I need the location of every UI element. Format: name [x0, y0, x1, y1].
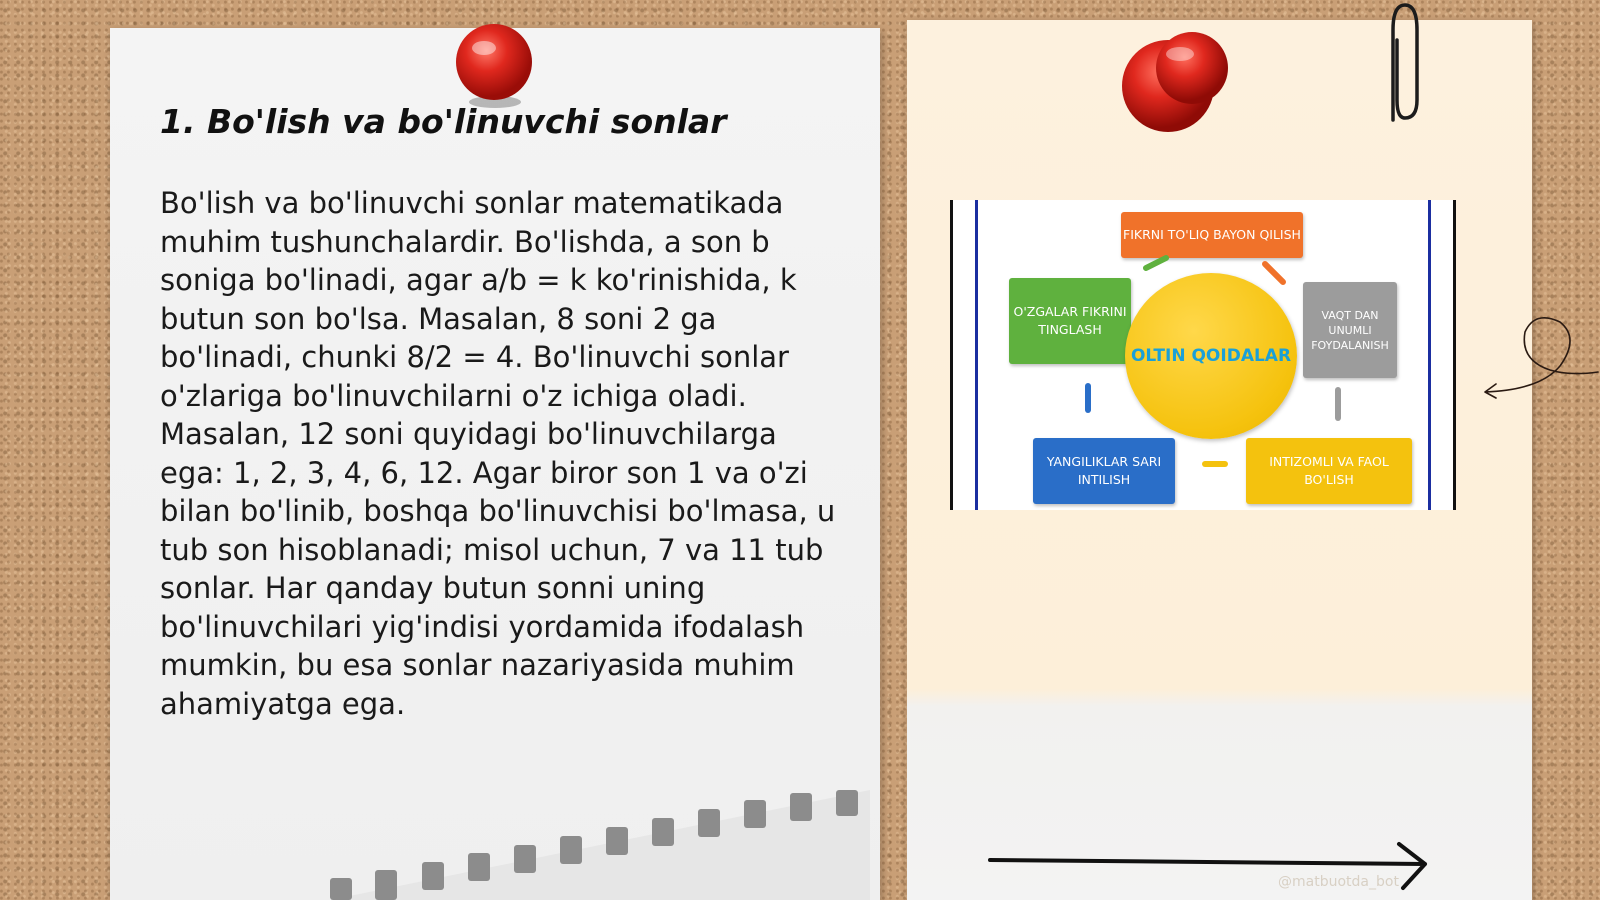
slide-title: 1. Bo'lish va bo'linuvchi sonlar [160, 102, 727, 141]
paperclip-icon [1375, 0, 1425, 130]
arrow-green [1146, 258, 1166, 268]
arrow-orange [1265, 264, 1283, 282]
diagram-arrows [953, 200, 1453, 510]
slide-paragraph: Bo'lish va bo'linuvchi sonlar matematikada muhim tushunchalardir. Bo'lishda, a son b soniga bo'linadi, agar a/b = k ko'rinishida, k butun son bo'lsa. Masalan, 8 soni 2 ga bo'linadi, chunki 8/2 = 4. Bo'linuvchi sonlar o'zlariga bo'linuvchilarni o'z ichiga oladi. Masalan, 12 soni quyidagi bo'linuvchilarga ega: 1, 2, 3, 4, 6, 12. Agar biror son 1 va o'zi bilan bo'linib, boshqa bo'linuvchisi bo'lmasa, u tub son hisoblanadi; misol uchun, 7 va 11 tub sonlar. Har qanday butun sonni uning bo'linuvchilari yig'indisi yordamida ifodalash mumkin, bu esa sonlar nazariyasida muhim ahamiyatga ega. [160, 186, 836, 721]
golden-rules-diagram [950, 200, 1456, 510]
watermark: @matbuotda_bot [1278, 874, 1399, 890]
red-pushpin-icon [450, 20, 540, 110]
doodle-swirl-arrow [1480, 310, 1600, 420]
diagram-box-top: FIKRNI TO'LIQ BAYON QILISH [1121, 212, 1303, 258]
diagram-box-left: O'ZGALAR FIKRINI TINGLASH [1009, 278, 1131, 364]
torn-paper-strip [330, 790, 870, 900]
diagram-center-circle: OLTIN QOIDALAR [1125, 273, 1297, 439]
diagram-box-right: VAQT DAN UNUMLI FOYDALANISH [1303, 282, 1397, 378]
diagram-box-bottom-left: YANGILIKLAR SARI INTILISH [1033, 438, 1175, 504]
diagram-box-bottom-right: INTIZOMLI VA FAOL BO'LISH [1246, 438, 1412, 504]
red-pushpin-icon-2 [1120, 30, 1240, 140]
